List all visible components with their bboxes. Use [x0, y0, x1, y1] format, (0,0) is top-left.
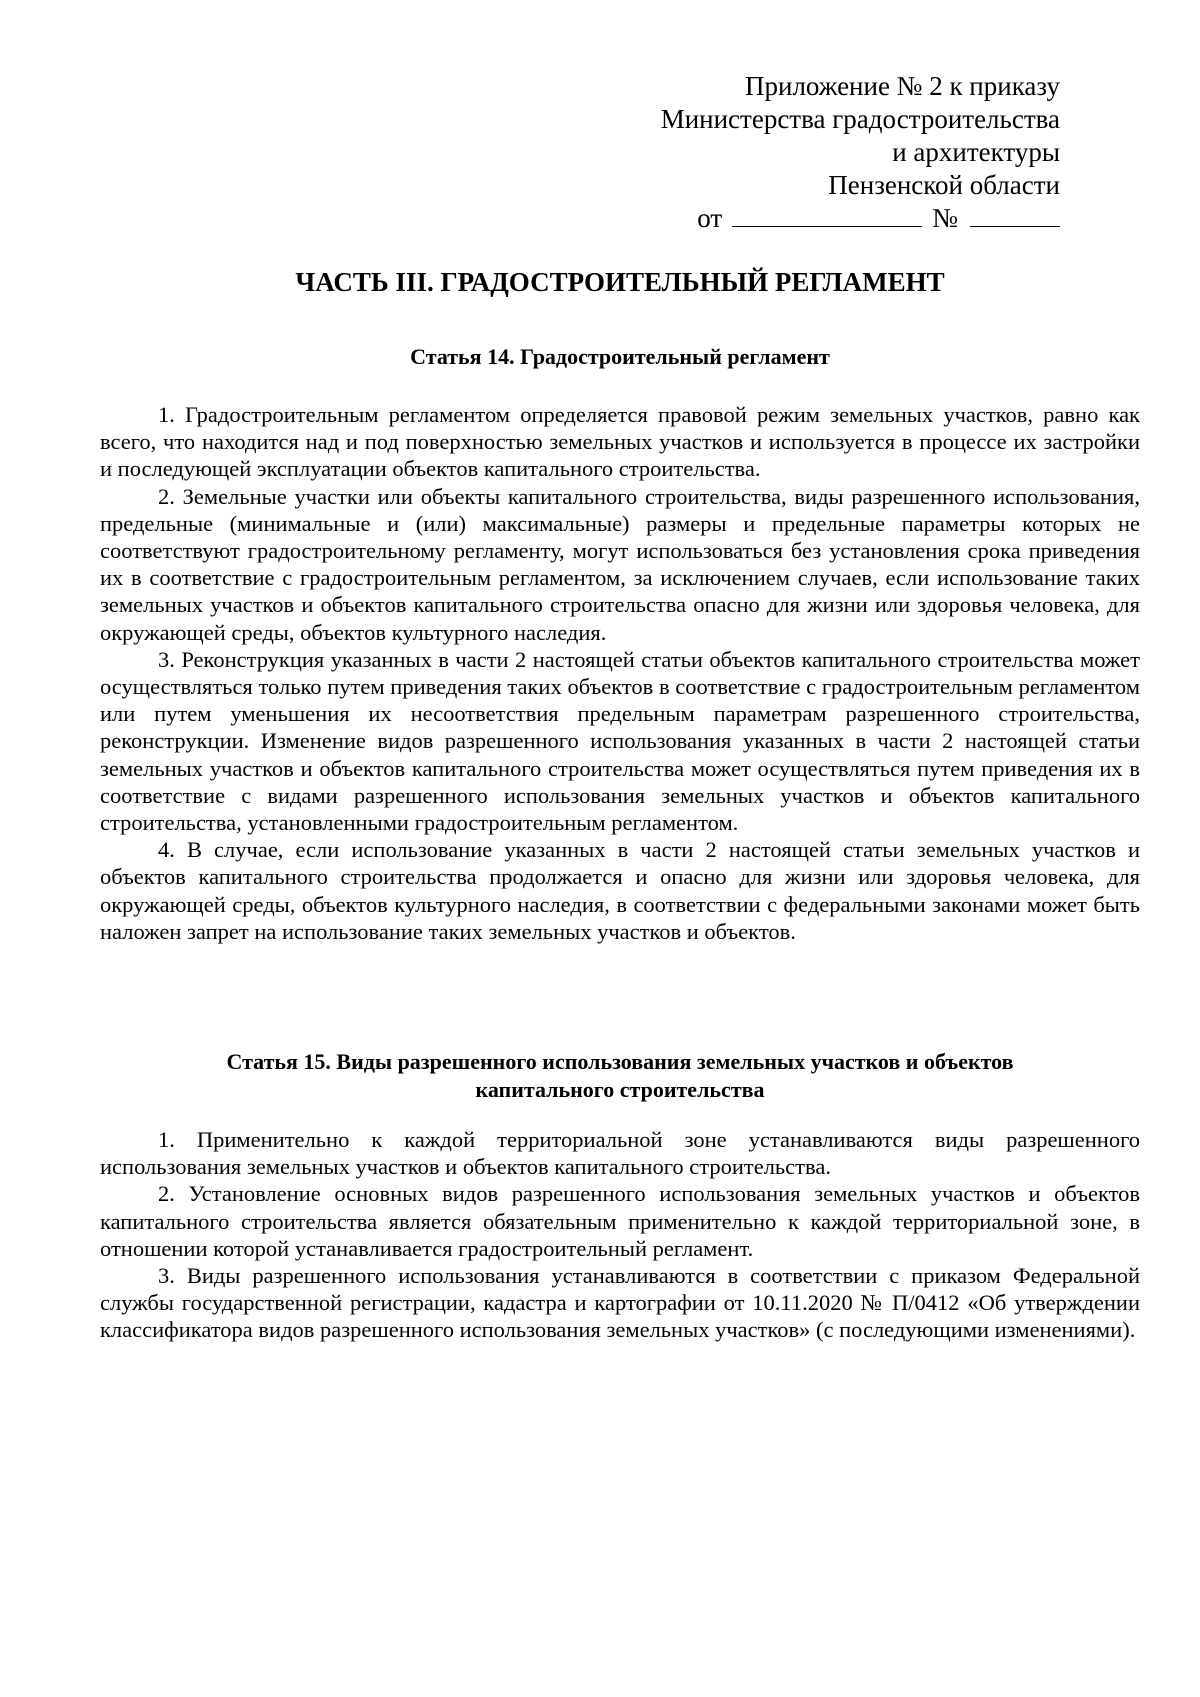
article-14-paragraph-3: 3. Реконструкция указанных в части 2 настоящей статьи объектов капитального строительства может осуществляться только путем приведения таких объектов в соответствие с градостроительным регламентом или путем уменьшения их несоответствия предельным параметрам разрешенного строительства, реконструкции. Изменение видов разрешенного использования указанных в части 2 настоящей статьи земельных участков и объектов капитального строительства может осуществляться путем приведения их в соответствие с видами разрешенного использования земельных участков и объектов капитального строительства, установленными градостроительным регламентом.: [100, 646, 1140, 836]
article-15-paragraph-1: 1. Применительно к каждой территориальной зоне устанавливаются виды разрешенного использования земельных участков и объектов капитального строительства.: [100, 1127, 1140, 1180]
ministry-line-continued: и архитектуры: [892, 137, 1060, 167]
article-14-paragraph-4: 4. В случае, если использование указанных в части 2 настоящей статьи земельных участков и объектов капитального строительства продолжается и опасно для жизни или здоровья человека, для окружающей среды, объектов культурного наследия, в соответствии с федеральными законами может быть наложен запрет на использование таких земельных участков и объектов.: [100, 837, 1140, 944]
part-title: ЧАСТЬ III. ГРАДОСТРОИТЕЛЬНЫЙ РЕГЛАМЕНТ: [295, 267, 945, 297]
article-15-paragraph-2: 2. Установление основных видов разрешенного использования земельных участков и объектов капитального строительства является обязательным применительно к каждой территориальной зоне, в отношении которой устанавливается градостроительный регламент.: [100, 1181, 1140, 1261]
article-15-title: [100, 1048, 1140, 1104]
order-date-blank: [732, 202, 922, 227]
article-14: [100, 343, 1140, 945]
article-14-title: Статья 14. Градостроительный регламент: [410, 344, 830, 369]
article-14-paragraph-2: 2. Земельные участки или объекты капитального строительства, виды разрешенного использования, предельные (минимальные и (или) максимальные) размеры и предельные параметры которых не соответствуют градостроительному регламенту, могут использоваться без установления срока приведения их в соответствие с градостроительным регламентом, за исключением случаев, если использование таких земельных участков и объектов капитального строительства опасно для жизни или здоровья человека, для окружающей среды, объектов культурного наследия.: [100, 483, 1140, 645]
article-14-paragraph-1: 1. Градостроительным регламентом определяется правовой режим земельных участков, равно как всего, что находится над и под поверхностью земельных участков и используется в процессе их застройки и последующей эксплуатации объектов капитального строительства.: [100, 402, 1140, 482]
region-line: Пензенской области: [828, 170, 1060, 200]
article-15-title-line-1: Статья 15. Виды разрешенного использования земельных участков и объектов: [226, 1049, 1014, 1074]
article-15: [100, 1048, 1140, 1344]
appendix-header: [661, 70, 1060, 235]
order-date-prefix: от: [697, 203, 723, 233]
order-date-number-line: [661, 202, 1060, 235]
order-number-blank: [970, 202, 1060, 227]
ministry-line: Министерства градостроительства: [660, 104, 1060, 134]
article-15-title-line-2: капитального строительства: [475, 1077, 765, 1102]
order-number-sign: №: [932, 203, 958, 233]
appendix-line: Приложение № 2 к приказу: [745, 71, 1060, 101]
article-15-paragraph-3: 3. Виды разрешенного использования устанавливаются в соответствии с приказом Федеральной службы государственной регистрации, кадастра и картографии от 10.11.2020 № П/0412 «Об утверждении классификатора видов разрешенного использования земельных участков» (с последующими изменениями).: [100, 1263, 1140, 1343]
